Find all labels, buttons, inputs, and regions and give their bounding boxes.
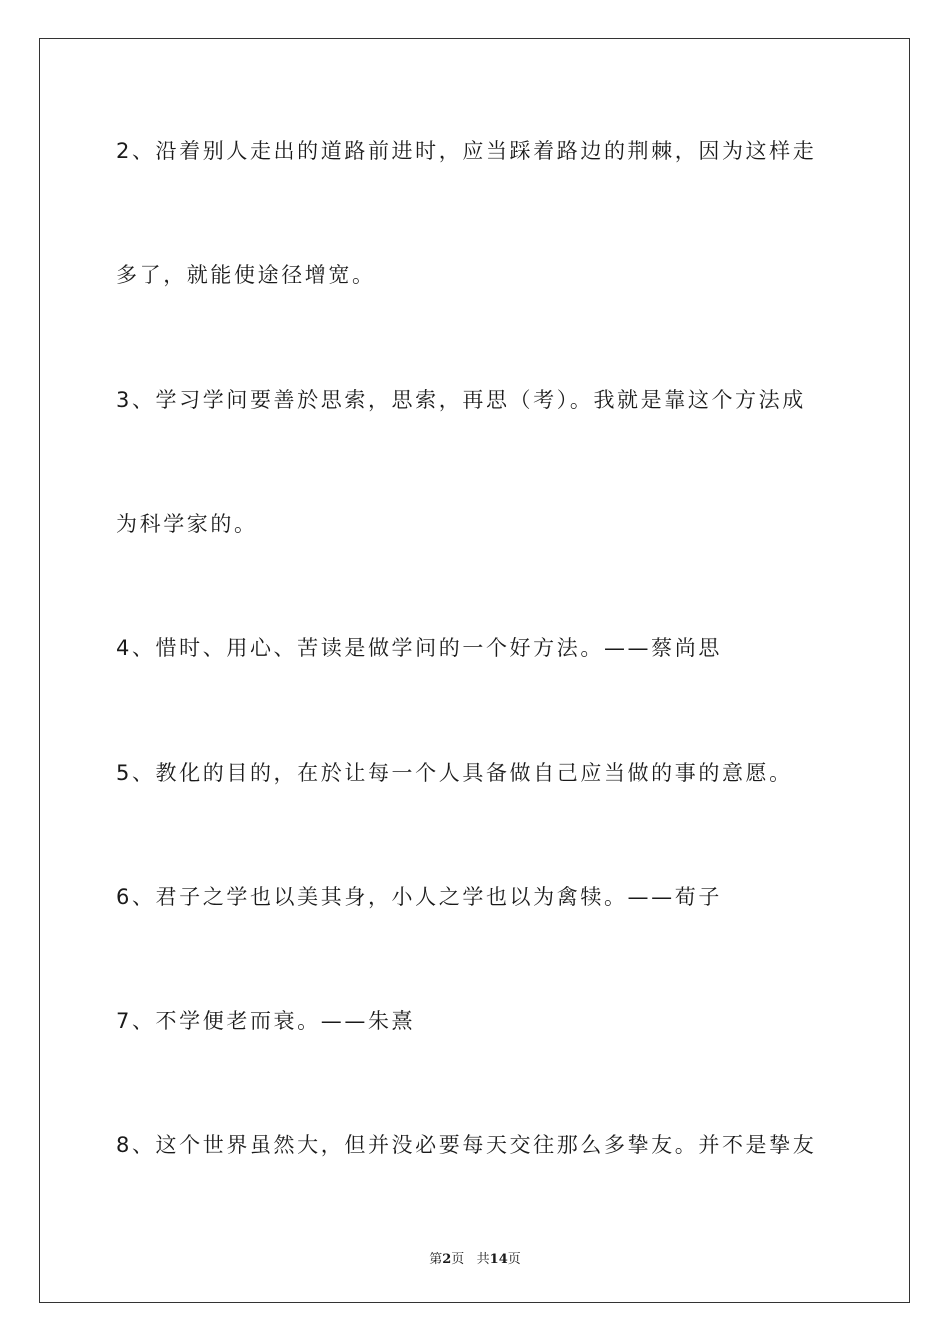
text-line-6: 5、教化的目的，在於让每一个人具备做自己应当做的事的意愿。 — [116, 761, 793, 785]
footer-total-suffix: 页 — [507, 1252, 521, 1267]
text-line-1: 2、沿着别人走出的道路前进时，应当踩着路边的荆棘，因为这样走 — [116, 139, 817, 163]
text-line-7: 6、君子之学也以美其身，小人之学也以为禽犊。——荀子 — [116, 885, 722, 909]
text-line-4: 为科学家的。 — [116, 512, 258, 536]
text-line-3: 3、学习学问要善於思索，思索，再思（考）。我就是靠这个方法成 — [116, 388, 806, 412]
footer-page-prefix: 第 — [429, 1252, 443, 1267]
text-line-9: 8、这个世界虽然大，但并没必要每天交往那么多挚友。并不是挚友 — [116, 1133, 817, 1157]
text-line-2: 多了，就能使途径增宽。 — [116, 263, 376, 287]
footer-page-number: 2 — [442, 1252, 452, 1267]
text-line-8: 7、不学便老而衰。——朱熹 — [116, 1009, 416, 1033]
text-line-5: 4、惜时、用心、苦读是做学问的一个好方法。——蔡尚思 — [116, 636, 722, 660]
page-border — [39, 38, 910, 1303]
footer-page-suffix: 页 共 — [451, 1252, 490, 1267]
footer-total-pages: 14 — [489, 1252, 508, 1267]
page-footer — [0, 1248, 950, 1267]
